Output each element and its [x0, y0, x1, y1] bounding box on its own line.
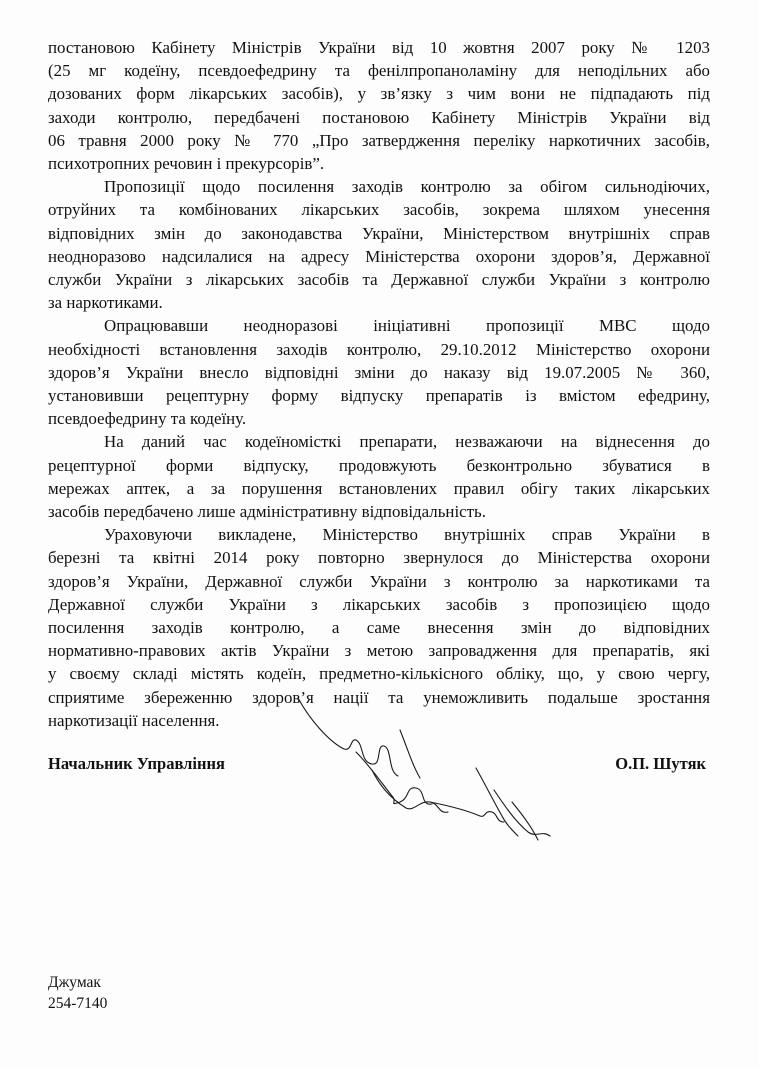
executor-phone: 254-7140	[48, 995, 108, 1012]
text-line: заходи контролю, передбачені постановою Кабінету Міністрів України від	[48, 107, 710, 127]
text-line: служби України з лікарських засобів та Державної служби України з контролю	[48, 270, 710, 290]
text-line: Державної служби України з лікарських засобів з пропозицією щодо	[48, 594, 710, 614]
text-line: постановою Кабінету Міністрів України від 10 жовтня 2007 року № 1203	[48, 38, 710, 57]
paragraph-4	[48, 430, 710, 523]
paragraph-2	[48, 175, 710, 314]
text-line: у своєму складі містять кодеїн, предметно-кількісного обліку, що, у свою чергу,	[48, 664, 710, 684]
text-line: мережах аптек, а за порушення встановлених правил обігу таких лікарських	[48, 478, 710, 498]
text-line: Опрацювавши неодноразові ініціативні пропозиції МВС щодо	[104, 316, 710, 336]
text-line: неодноразово надсилалися на адресу Міністерства охорони здоров’я, Державної	[48, 246, 710, 266]
text-line: дозованих форм лікарських засобів), у зв’язку з чим вони не підпадають під	[48, 84, 710, 104]
text-line: Ураховуючи викладене, Міністерство внутрішніх справ України в	[104, 525, 710, 545]
text-line: необхідності встановлення заходів контролю, 29.10.2012 Міністерство охорони	[48, 339, 710, 359]
executor-name: Джумак	[48, 974, 101, 991]
text-line: посилення заходів контролю, а саме внесення змін до відповідних	[48, 618, 710, 638]
text-line: 06 травня 2000 року № 770 „Про затвердження переліку наркотичних засобів,	[48, 130, 710, 150]
text-line: нормативно-правових актів України з метою запровадження для препаратів, які	[48, 641, 710, 661]
text-line: засобів передбачено лише адміністративну відповідальність.	[48, 502, 486, 522]
text-line: здоров’я України, Державної служби України з контролю за наркотиками та	[48, 571, 710, 591]
text-line: за наркотиками.	[48, 293, 163, 313]
text-line: здоров’я України внесло відповідні зміни до наказу від 19.07.2005 № 360,	[48, 362, 710, 382]
text-line: сприятиме збереженню здоров’я нації та унеможливить подальше зростання	[48, 687, 710, 707]
signatory-title: Начальник Управління	[48, 754, 225, 773]
text-line: (25 мг кодеїну, псевдоефедрину та фенілпропаноламіну для неподільних або	[48, 61, 710, 81]
paragraph-3	[48, 314, 710, 430]
text-line: На даний час кодеїномісткі препарати, незважаючи на віднесення до	[104, 432, 710, 452]
text-line: установивши рецептурну форму відпуску препаратів із вмістом ефедрину,	[48, 386, 710, 406]
text-line: відповідних змін до законодавства України, Міністерством внутрішніх справ	[48, 223, 710, 243]
executor-info	[48, 972, 107, 1014]
text-line: березні та квітні 2014 року повторно звернулося до Міністерства охорони	[48, 548, 710, 568]
text-line: психотропних речовин і прекурсорів”.	[48, 154, 325, 174]
paragraph-1	[48, 36, 710, 175]
letter-body	[48, 36, 710, 732]
text-line: псевдоефедрину та кодеїну.	[48, 409, 247, 429]
signatory-name: О.П. Шутяк	[615, 754, 706, 773]
text-line: рецептурної форми відпуску, продовжують безконтрольно збуватися в	[48, 455, 710, 475]
text-line: Пропозиції щодо посилення заходів контролю за обігом сильнодіючих,	[104, 177, 710, 197]
text-line: наркотизації населення.	[48, 710, 220, 730]
signature-block	[48, 752, 710, 776]
text-line: отруйних та комбінованих лікарських засобів, зокрема шляхом унесення	[48, 200, 710, 220]
